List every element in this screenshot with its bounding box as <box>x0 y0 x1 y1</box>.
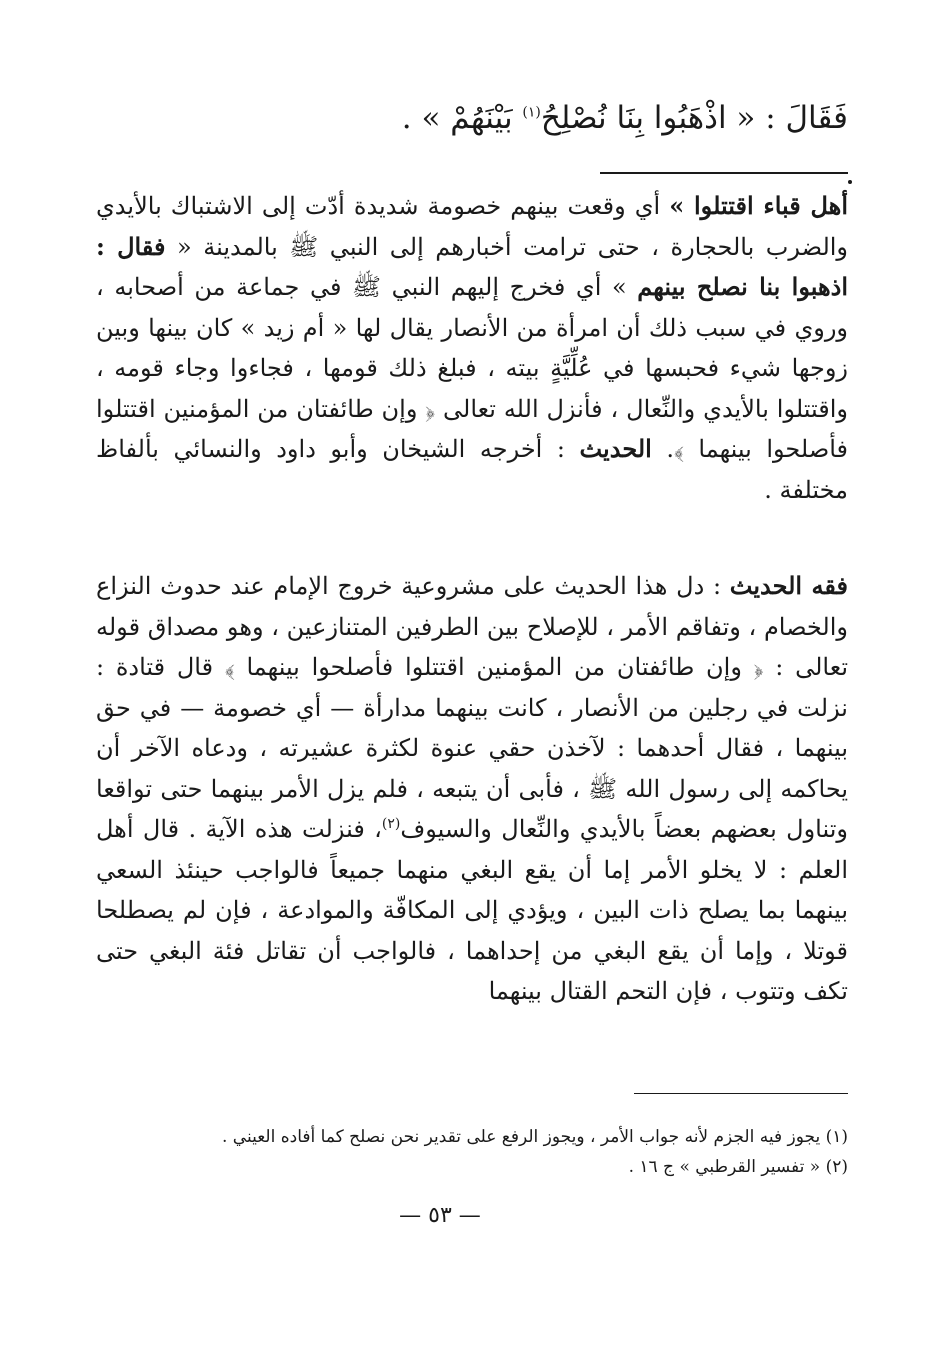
top-divider <box>600 172 848 174</box>
paragraph-1-text-1: أي وقعت بينهم خصومة شديدة أدّت إلى الاشتباك بالأيدي والضرب بالحجارة ، حتى ترامت أخبارهم إلى النبي ﷺ بالمدينة « <box>96 192 849 261</box>
hadith-text: فَقَالَ : « اذْهَبُوا بِنَا نُصْلِحُ <box>540 100 848 136</box>
divider-dot <box>848 180 852 184</box>
footnote-marker-2: (٢) <box>381 816 401 832</box>
footnote-marker-1: (١) <box>522 104 541 121</box>
hadith-text-end: بَيْنَهُمْ » . <box>401 100 523 136</box>
paragraph-1-bold-2: الحديث <box>579 434 652 463</box>
hadith-heading <box>88 88 848 148</box>
footnote-divider <box>634 1093 848 1094</box>
paragraph-1-text-2: » أي فخرج إليهم النبي ﷺ في جماعة من أصحابه ، وروي في سبب ذلك أن امرأة من الأنصار يقال لها « أم زيد » كان بينها وبين زوجها شيء فحبسها في عُلِّيَّةٍ بيته ، فبلغ ذلك قومها ، فجاءوا وجاء قومه ، واقتتلوا بالأيدي والنِّعال ، فأنزل الله تعالى ﴿ وإن طائفتان من المؤمنين اقتتلوا فأصلحوا بينهما ﴾. <box>96 273 848 463</box>
commentary-paragraph-1 <box>96 186 848 510</box>
footnotes <box>96 1122 848 1182</box>
commentary-paragraph-2 <box>96 566 848 1012</box>
paragraph-2-text-1: : دل هذا الحديث على مشروعية خروج الإمام عند حدوث النزاع والخصام ، وتفاقم الأمر ، للإصلاح بين الطرفين المتنازعين ، وهو مصداق قوله تعالى : ﴿ وإن طائفتان من المؤمنين اقتتلوا فأصلحوا بينهما ﴾ قال قتادة : نزلت في رجلين من الأنصار ، كانت بينهما مدارأة — أي خصومة — في حق بينهما ، فقال أحدهما : لآخذن حقي عنوة لكثرة عشيرته ، ودعاه الآخر أن يحاكمه إلى رسول الله ﷺ ، فأبى أن يتبعه ، فلم يزل الأمر بينهما حتى تواقعا وتناول بعضهم بعضاً بالأيدي والنِّعال والسيوف <box>96 572 848 843</box>
footnote-1: (١) يجوز فيه الجزم لأنه جواب الأمر ، ويجوز الرفع على تقدير نحن نصلح كما أفاده العيني . <box>221 1127 848 1147</box>
paragraph-1-lead: أهل قباء اقتتلوا » <box>669 191 848 220</box>
footnote-2: (٢) « تفسير القرطبي » ج ١٦ . <box>628 1157 848 1177</box>
paragraph-1-bold-1: فقال : اذهبوا بنا نصلح بينهم <box>96 231 849 301</box>
paragraph-2-lead: فقه الحديث <box>729 571 849 600</box>
page-number: — ٥٣ — <box>399 1203 481 1228</box>
paragraph-2-text-2: ، فنزلت هذه الآية . قال أهل العلم : لا يخلو الأمر إما أن يقع البغي منهما جميعاً فالواجب حينئذ السعي بينهما بما يصلح ذات البين ، ويؤدي إلى المكافّة والموادعة ، فإن لم يصطلحا قوتلا ، وإما أن يقع البغي من إحداهما ، فالواجب أن تقاتل فئة البغي حتى تكف وتتوب ، فإن التحم القتال بينهما <box>96 815 849 1005</box>
paragraph-1-text-3: : أخرجه الشيخان وأبو داود والنسائي بألفاظ مختلفة . <box>96 435 848 504</box>
